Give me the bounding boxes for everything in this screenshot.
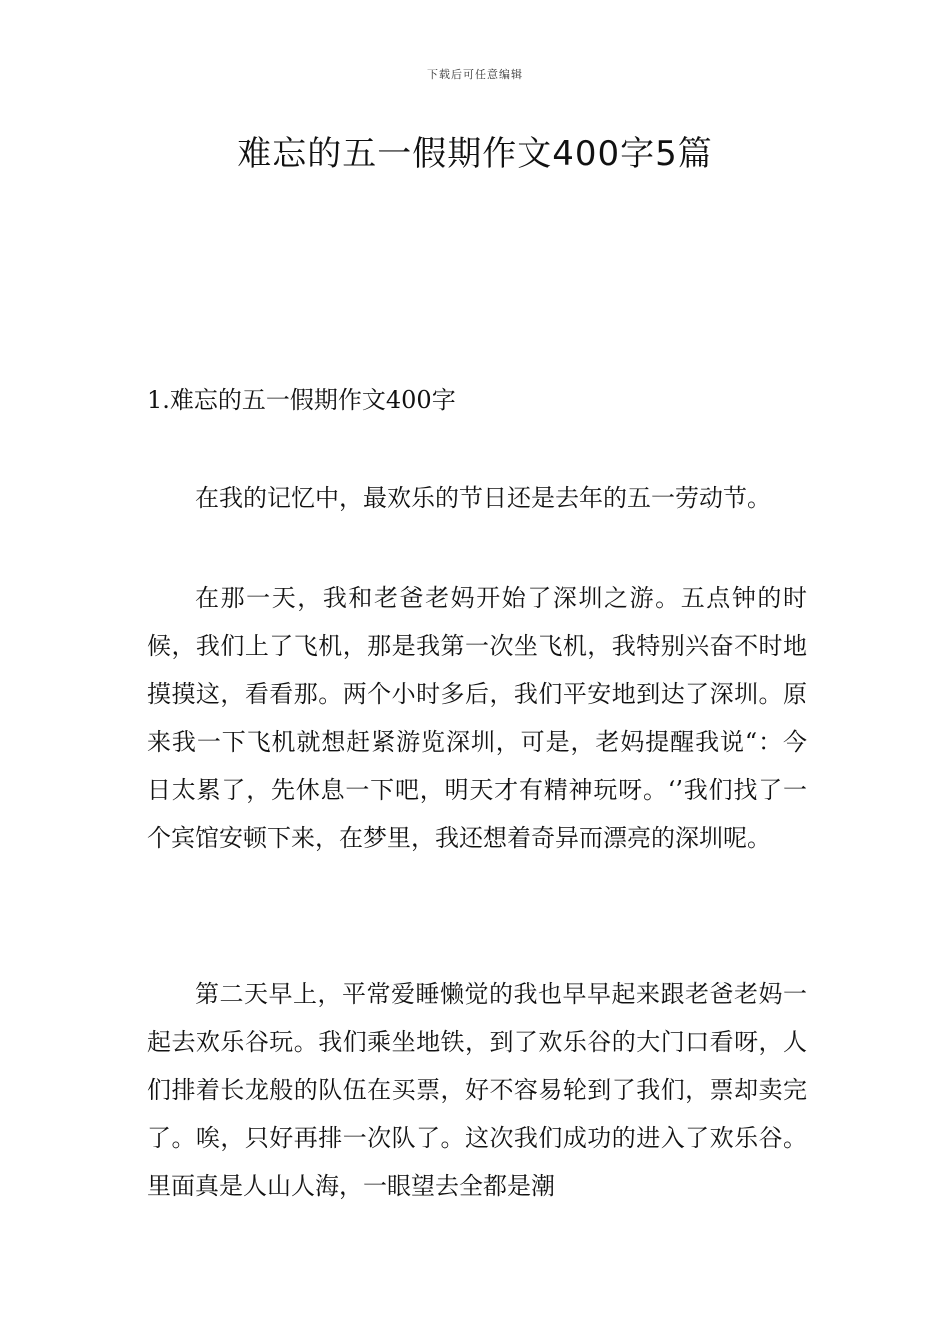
- paragraph-3: 第二天早上，平常爱睡懒觉的我也早早起来跟老爸老妈一起去欢乐谷玩。我们乘坐地铁，到了欢乐谷的大门口看呀，人们排着长龙般的队伍在买票，好不容易轮到了我们，票却卖完了。唉，只好再排一次队了。这次我们成功的进入了欢乐谷。里面真是人山人海，一眼望去全都是潮: [147, 980, 807, 1200]
- header-note: 下载后可任意编辑: [427, 68, 523, 81]
- document-title: 难忘的五一假期作文400字5篇: [237, 134, 713, 174]
- section-heading: 1.难忘的五一假期作文400字: [147, 386, 456, 414]
- paragraph-1: 在我的记忆中，最欢乐的节日还是去年的五一劳动节。: [195, 484, 771, 512]
- paragraph-2: 在那一天，我和老爸老妈开始了深圳之游。五点钟的时候，我们上了飞机，那是我第一次坐飞机，我特别兴奋不时地摸摸这，看看那。两个小时多后，我们平安地到达了深圳。原来我一下飞机就想赶紧游览深圳，可是，老妈提醒我说“：今日太累了，先休息一下吧，明天才有精神玩呀。‘’我们找了一个宾馆安顿下来，在梦里，我还想着奇异而漂亮的深圳呢。: [147, 584, 807, 852]
